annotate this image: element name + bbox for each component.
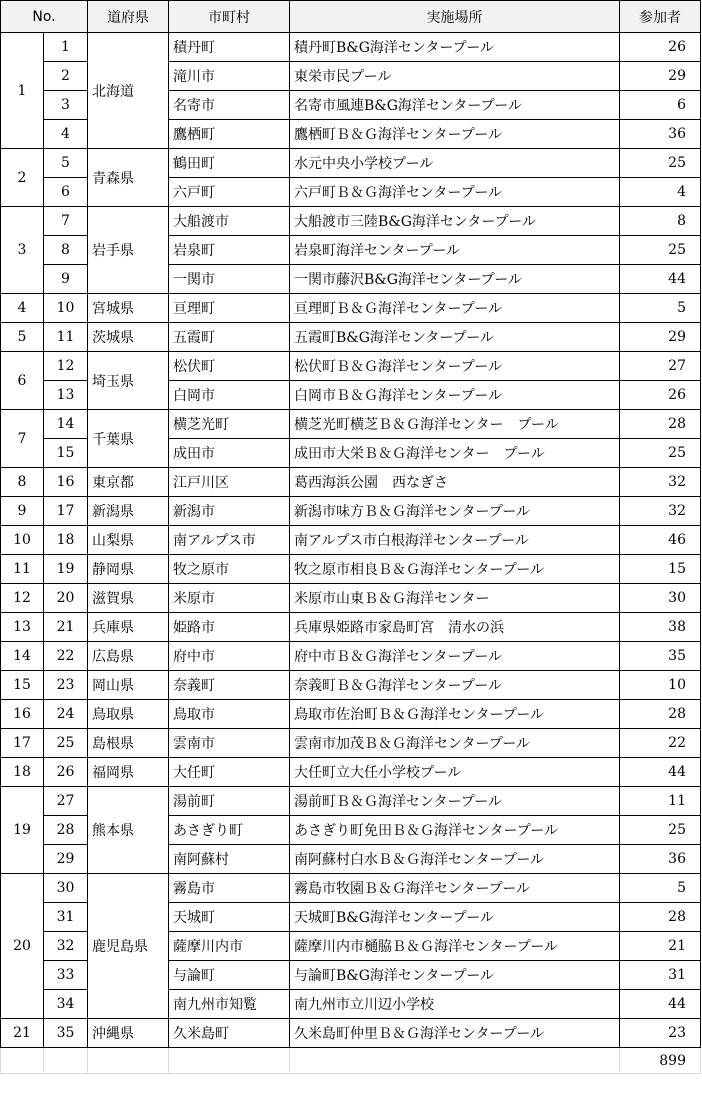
venue-cell: 亘理町Ｂ＆Ｇ海洋センタープール — [290, 294, 620, 323]
table-row — [1, 323, 701, 352]
total-empty-cell — [169, 1048, 290, 1074]
prefecture-cell: 島根県 — [88, 729, 169, 758]
participants-cell: 22 — [620, 729, 701, 758]
municipality-cell: 久米島町 — [169, 1019, 290, 1048]
table-row — [1, 149, 701, 178]
participants-cell: 29 — [620, 323, 701, 352]
prefecture-cell: 滋賀県 — [88, 584, 169, 613]
participants-cell: 26 — [620, 381, 701, 410]
seq-no-cell: 13 — [44, 381, 88, 410]
seq-no-cell: 22 — [44, 642, 88, 671]
participants-cell: 44 — [620, 990, 701, 1019]
municipality-cell: 六戸町 — [169, 178, 290, 207]
participants-cell: 30 — [620, 584, 701, 613]
seq-no-cell: 33 — [44, 961, 88, 990]
total-participants: 899 — [620, 1048, 701, 1074]
seq-no-cell: 9 — [44, 265, 88, 294]
venue-cell: 府中市Ｂ＆Ｇ海洋センタープール — [290, 642, 620, 671]
group-no-cell: 11 — [1, 555, 44, 584]
prefecture-cell: 兵庫県 — [88, 613, 169, 642]
municipality-cell: 亘理町 — [169, 294, 290, 323]
municipality-cell: 姫路市 — [169, 613, 290, 642]
table-row — [1, 294, 701, 323]
participants-cell: 5 — [620, 294, 701, 323]
prefecture-cell: 新潟県 — [88, 497, 169, 526]
participants-cell: 29 — [620, 62, 701, 91]
venue-cell: 久米島町仲里Ｂ＆Ｇ海洋センタープール — [290, 1019, 620, 1048]
municipality-cell: 与論町 — [169, 961, 290, 990]
table-row — [1, 207, 701, 236]
venue-cell: 南阿蘇村白水Ｂ＆Ｇ海洋センタープール — [290, 845, 620, 874]
participants-cell: 36 — [620, 845, 701, 874]
group-no-cell: 3 — [1, 207, 44, 294]
municipality-cell: 大船渡市 — [169, 207, 290, 236]
seq-no-cell: 11 — [44, 323, 88, 352]
prefecture-cell: 鹿児島県 — [88, 874, 169, 1019]
municipality-cell: 米原市 — [169, 584, 290, 613]
total-empty-cell — [44, 1048, 88, 1074]
seq-no-cell: 8 — [44, 236, 88, 265]
seq-no-cell: 2 — [44, 62, 88, 91]
venue-cell: 新潟市味方Ｂ＆Ｇ海洋センタープール — [290, 497, 620, 526]
participants-cell: 38 — [620, 613, 701, 642]
municipality-cell: 牧之原市 — [169, 555, 290, 584]
venue-cell: 成田市大栄Ｂ＆Ｇ海洋センター プール — [290, 439, 620, 468]
participants-cell: 21 — [620, 932, 701, 961]
group-no-cell: 17 — [1, 729, 44, 758]
participants-cell: 26 — [620, 33, 701, 62]
venue-cell: 東栄市民プール — [290, 62, 620, 91]
group-no-cell: 10 — [1, 526, 44, 555]
participants-cell: 28 — [620, 700, 701, 729]
venue-cell: 積丹町B&G海洋センタープール — [290, 33, 620, 62]
seq-no-cell: 25 — [44, 729, 88, 758]
municipality-cell: 府中市 — [169, 642, 290, 671]
seq-no-cell: 27 — [44, 787, 88, 816]
seq-no-cell: 24 — [44, 700, 88, 729]
prefecture-cell: 北海道 — [88, 33, 169, 149]
total-empty-cell — [290, 1048, 620, 1074]
table-row — [1, 758, 701, 787]
participants-cell: 5 — [620, 874, 701, 903]
venue-cell: 与論町B&G海洋センタープール — [290, 961, 620, 990]
group-no-cell: 19 — [1, 787, 44, 874]
municipality-cell: 横芝光町 — [169, 410, 290, 439]
table-body — [1, 33, 701, 1048]
table-row — [1, 555, 701, 584]
seq-no-cell: 4 — [44, 120, 88, 149]
table-row — [1, 352, 701, 381]
prefecture-cell: 広島県 — [88, 642, 169, 671]
participants-cell: 11 — [620, 787, 701, 816]
venue-cell: 湯前町Ｂ＆Ｇ海洋センタープール — [290, 787, 620, 816]
seq-no-cell: 30 — [44, 874, 88, 903]
municipality-cell: 岩泉町 — [169, 236, 290, 265]
venue-cell: 名寄市風連B&G海洋センタープール — [290, 91, 620, 120]
municipality-cell: 天城町 — [169, 903, 290, 932]
header-row — [1, 1, 701, 33]
venue-cell: 松伏町Ｂ＆Ｇ海洋センタープール — [290, 352, 620, 381]
municipality-cell: 雲南市 — [169, 729, 290, 758]
venue-cell: 薩摩川内市樋脇Ｂ＆Ｇ海洋センタープール — [290, 932, 620, 961]
municipality-cell: 名寄市 — [169, 91, 290, 120]
prefecture-cell: 静岡県 — [88, 555, 169, 584]
venue-cell: 霧島市牧園Ｂ＆Ｇ海洋センタープール — [290, 874, 620, 903]
seq-no-cell: 29 — [44, 845, 88, 874]
table-row — [1, 729, 701, 758]
group-no-cell: 9 — [1, 497, 44, 526]
participants-cell: 25 — [620, 439, 701, 468]
group-no-cell: 1 — [1, 33, 44, 149]
total-row — [1, 1048, 701, 1074]
venue-cell: 米原市山東Ｂ＆Ｇ海洋センター — [290, 584, 620, 613]
group-no-cell: 6 — [1, 352, 44, 410]
group-no-cell: 18 — [1, 758, 44, 787]
table-row — [1, 671, 701, 700]
venue-cell: 兵庫県姫路市家島町宮 清水の浜 — [290, 613, 620, 642]
prefecture-cell: 千葉県 — [88, 410, 169, 468]
municipality-cell: 鳥取市 — [169, 700, 290, 729]
municipality-cell: 薩摩川内市 — [169, 932, 290, 961]
venue-cell: 水元中央小学校プール — [290, 149, 620, 178]
venue-cell: 鷹栖町Ｂ＆Ｇ海洋センタープール — [290, 120, 620, 149]
venue-cell: 大任町立大任小学校プール — [290, 758, 620, 787]
participants-cell: 46 — [620, 526, 701, 555]
seq-no-cell: 16 — [44, 468, 88, 497]
seq-no-cell: 19 — [44, 555, 88, 584]
participants-cell: 25 — [620, 149, 701, 178]
group-no-cell: 12 — [1, 584, 44, 613]
header-venue: 実施場所 — [290, 1, 620, 33]
seq-no-cell: 14 — [44, 410, 88, 439]
seq-no-cell: 32 — [44, 932, 88, 961]
venue-cell: 六戸町Ｂ＆Ｇ海洋センタープール — [290, 178, 620, 207]
table-row — [1, 33, 701, 62]
participants-cell: 25 — [620, 816, 701, 845]
seq-no-cell: 6 — [44, 178, 88, 207]
prefecture-cell: 福岡県 — [88, 758, 169, 787]
venue-cell: 奈義町Ｂ＆Ｇ海洋センタープール — [290, 671, 620, 700]
venue-cell: 葛西海浜公園 西なぎさ — [290, 468, 620, 497]
group-no-cell: 8 — [1, 468, 44, 497]
participants-cell: 10 — [620, 671, 701, 700]
header-participants: 参加者 — [620, 1, 701, 33]
venue-cell: 天城町B&G海洋センタープール — [290, 903, 620, 932]
municipality-cell: 成田市 — [169, 439, 290, 468]
participants-cell: 32 — [620, 468, 701, 497]
group-no-cell: 20 — [1, 874, 44, 1019]
table-row — [1, 497, 701, 526]
venue-cell: 白岡市Ｂ＆Ｇ海洋センタープール — [290, 381, 620, 410]
participants-cell: 28 — [620, 410, 701, 439]
participants-cell: 23 — [620, 1019, 701, 1048]
seq-no-cell: 35 — [44, 1019, 88, 1048]
municipality-cell: 松伏町 — [169, 352, 290, 381]
group-no-cell: 4 — [1, 294, 44, 323]
venue-cell: 南九州市立川辺小学校 — [290, 990, 620, 1019]
prefecture-cell: 山梨県 — [88, 526, 169, 555]
prefecture-cell: 鳥取県 — [88, 700, 169, 729]
total-empty-cell — [1, 1048, 44, 1074]
municipality-cell: 湯前町 — [169, 787, 290, 816]
venue-cell: 雲南市加茂Ｂ＆Ｇ海洋センタープール — [290, 729, 620, 758]
municipality-cell: 南阿蘇村 — [169, 845, 290, 874]
participants-cell: 25 — [620, 236, 701, 265]
prefecture-cell: 茨城県 — [88, 323, 169, 352]
participants-cell: 44 — [620, 758, 701, 787]
header-no: No. — [1, 1, 88, 33]
seq-no-cell: 34 — [44, 990, 88, 1019]
municipality-cell: 霧島市 — [169, 874, 290, 903]
municipality-cell: 大任町 — [169, 758, 290, 787]
prefecture-cell: 宮城県 — [88, 294, 169, 323]
municipality-cell: 奈義町 — [169, 671, 290, 700]
seq-no-cell: 28 — [44, 816, 88, 845]
municipality-cell: 南九州市知覧 — [169, 990, 290, 1019]
participants-cell: 32 — [620, 497, 701, 526]
municipality-cell: 五霞町 — [169, 323, 290, 352]
prefecture-cell: 埼玉県 — [88, 352, 169, 410]
seq-no-cell: 21 — [44, 613, 88, 642]
seq-no-cell: 20 — [44, 584, 88, 613]
municipality-cell: 一関市 — [169, 265, 290, 294]
venue-cell: 鳥取市佐治町Ｂ＆Ｇ海洋センタープール — [290, 700, 620, 729]
group-no-cell: 2 — [1, 149, 44, 207]
header-municipality: 市町村 — [169, 1, 290, 33]
participants-cell: 28 — [620, 903, 701, 932]
table-row — [1, 410, 701, 439]
venue-cell: 五霞町B&G海洋センタープール — [290, 323, 620, 352]
seq-no-cell: 23 — [44, 671, 88, 700]
table-row — [1, 584, 701, 613]
seq-no-cell: 17 — [44, 497, 88, 526]
prefecture-cell: 熊本県 — [88, 787, 169, 874]
seq-no-cell: 12 — [44, 352, 88, 381]
table-row — [1, 468, 701, 497]
municipality-cell: 南アルプス市 — [169, 526, 290, 555]
municipality-cell: 新潟市 — [169, 497, 290, 526]
prefecture-cell: 岩手県 — [88, 207, 169, 294]
table-row — [1, 1019, 701, 1048]
seq-no-cell: 18 — [44, 526, 88, 555]
table-row — [1, 700, 701, 729]
municipality-cell: 鶴田町 — [169, 149, 290, 178]
venue-cell: 牧之原市相良Ｂ＆Ｇ海洋センタープール — [290, 555, 620, 584]
prefecture-cell: 青森県 — [88, 149, 169, 207]
seq-no-cell: 7 — [44, 207, 88, 236]
prefecture-cell: 沖縄県 — [88, 1019, 169, 1048]
participants-cell: 6 — [620, 91, 701, 120]
venue-cell: 横芝光町横芝Ｂ＆Ｇ海洋センター プール — [290, 410, 620, 439]
table-row — [1, 613, 701, 642]
table-row — [1, 526, 701, 555]
seq-no-cell: 1 — [44, 33, 88, 62]
municipality-cell: 白岡市 — [169, 381, 290, 410]
group-no-cell: 15 — [1, 671, 44, 700]
seq-no-cell: 10 — [44, 294, 88, 323]
municipality-cell: 積丹町 — [169, 33, 290, 62]
seq-no-cell: 5 — [44, 149, 88, 178]
seq-no-cell: 26 — [44, 758, 88, 787]
group-no-cell: 14 — [1, 642, 44, 671]
prefecture-cell: 東京都 — [88, 468, 169, 497]
seq-no-cell: 15 — [44, 439, 88, 468]
participants-cell: 35 — [620, 642, 701, 671]
participants-cell: 44 — [620, 265, 701, 294]
group-no-cell: 7 — [1, 410, 44, 468]
seq-no-cell: 3 — [44, 91, 88, 120]
table-row — [1, 642, 701, 671]
table-row — [1, 787, 701, 816]
venue-cell: あさぎり町免田Ｂ＆Ｇ海洋センタープール — [290, 816, 620, 845]
municipality-cell: 江戸川区 — [169, 468, 290, 497]
municipality-cell: あさぎり町 — [169, 816, 290, 845]
group-no-cell: 21 — [1, 1019, 44, 1048]
total-empty-cell — [88, 1048, 169, 1074]
venue-cell: 一関市藤沢B&G海洋センタープール — [290, 265, 620, 294]
participants-cell: 36 — [620, 120, 701, 149]
venue-cell: 大船渡市三陸B&G海洋センタープール — [290, 207, 620, 236]
header-prefecture: 道府県 — [88, 1, 169, 33]
municipality-cell: 鷹栖町 — [169, 120, 290, 149]
municipality-cell: 滝川市 — [169, 62, 290, 91]
group-no-cell: 5 — [1, 323, 44, 352]
group-no-cell: 13 — [1, 613, 44, 642]
prefecture-cell: 岡山県 — [88, 671, 169, 700]
participants-cell: 31 — [620, 961, 701, 990]
venue-cell: 岩泉町海洋センタープール — [290, 236, 620, 265]
venue-cell: 南アルプス市白根海洋センタープール — [290, 526, 620, 555]
seq-no-cell: 31 — [44, 903, 88, 932]
participants-cell: 4 — [620, 178, 701, 207]
participants-cell: 8 — [620, 207, 701, 236]
table-row — [1, 874, 701, 903]
participants-cell: 27 — [620, 352, 701, 381]
group-no-cell: 16 — [1, 700, 44, 729]
participants-cell: 15 — [620, 555, 701, 584]
